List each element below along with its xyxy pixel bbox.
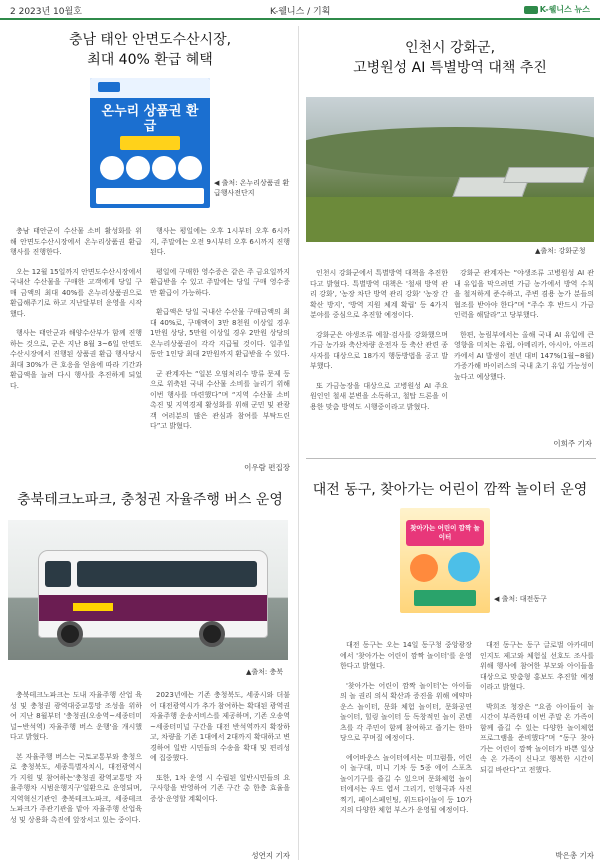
article4-title: 대전 동구, 찾아가는 어린이 깜짝 놀이터 운영 bbox=[312, 482, 588, 498]
fish-icon bbox=[100, 156, 124, 180]
paragraph: 또 가금농장을 대상으로 고병원성 AI 주요 원인인 철새 분변을 소독하고, 철탑 드론을 이용한 맞춤 방역도 시행중이라고 밝혔다. bbox=[310, 381, 448, 411]
paragraph: 대전 동구는 오는 14일 동구청 중앙광장에서 '찾아가는 어린이 깜짝 놀이터'를 운영한다고 밝혔다. bbox=[340, 641, 472, 670]
page-header bbox=[0, 0, 600, 20]
paragraph: 강화군 관계자는 “야생조류 고병원성 AI 관내 유입을 막으려면 가금 농가에서 방역 수칙을 철저하게 준수하고, 주변 겸용 농가 분들의 협조를 받아야 한다”며 “주수 후 반드시 가금 인력을 해달라”고 당부했다. bbox=[454, 269, 594, 319]
article1-title-line1: 충남 태안 안면도수산시장, bbox=[68, 32, 232, 48]
article1-col1 bbox=[10, 226, 142, 400]
publication-logo bbox=[524, 4, 590, 15]
page-number-date: 2 2023년 10월호 bbox=[10, 7, 82, 17]
paragraph: 강화군은 야생조류 예찰·검사를 강화했으며 가금 농가와 축산차량 운전자 등 축산 관련 종사자를 대상으로 18가지 행동방법을 공고 발부했다. bbox=[310, 330, 448, 370]
paragraph: 에어바운스 놀이터에서는 미끄럼틀, 어린이 놀구대, 미니 기차 등 5종 에어 스포츠 놀이기구를 즐길 수 있으며 문화체험 놀이터에서는 우드 엽서 그리기, 인형극과 사진찍기, 페이스페인팅, 위드타이놀이 등 10가지의 다양한 체험 부스가 운영될 예정이다. bbox=[340, 753, 472, 814]
poster1-title: 온누리 상품권 환급 bbox=[101, 104, 199, 134]
article1-title bbox=[30, 30, 270, 70]
article2-farm-photo bbox=[306, 97, 594, 242]
article1-byline: 이우람 편집장 bbox=[244, 463, 290, 472]
bus-shape bbox=[38, 550, 268, 638]
paragraph: 평일에 구매한 영수증은 같은 주 금요일까지 환급받을 수 있고 주말에는 당일 구매 영수증만 환급이 가능하다. bbox=[150, 267, 290, 297]
article4-poster-image bbox=[400, 508, 490, 613]
paragraph: '찾아가는 어린이 깜짝 놀이터'는 아이들의 놀 권리 의식 확산과 증진을 위해 예약마운스 놀이터, 문화 체험 놀이터, 문화공연 놀이터, 힐링 놀이터 등 독창적인 놀이 콘텐츠를 각 주민이 함께 참여하고 즐기는 한마당으로 꾸며질 예정이다. bbox=[340, 681, 472, 742]
balloon-icon bbox=[448, 552, 480, 582]
article4-caption: ◀ 출처: 대전동구 bbox=[494, 595, 547, 603]
article2-col1 bbox=[310, 268, 448, 421]
article1-poster-image bbox=[90, 78, 210, 208]
article2-title bbox=[310, 38, 590, 78]
logo-mark-icon bbox=[524, 6, 538, 14]
paragraph: 행사는 태안군과 해양수산부가 함께 진행하는 것으로, 군은 지난 8월 3~6일 안면도 수산시장에서 진행된 상품권 환급 행사당시 최대 30%가 큰 호응을 얻음에 따라 기간과 환급액을 늘려 다시 행사를 추진하게 되었다. bbox=[10, 329, 142, 390]
article1-caption: ◀ 출처: 온누리상품권 환급행사전단지 bbox=[214, 179, 290, 197]
poster3-title: 찾아가는 어린이 깜짝 놀이터 bbox=[410, 524, 480, 541]
article1-col2 bbox=[150, 226, 290, 441]
article2-title-line1: 인천시 강화군, bbox=[404, 40, 496, 56]
paragraph: 2023년에는 기존 충청북도, 세종시와 더불어 대전광역시가 추가 참여하는 확대된 광역권 자율주행 운송서비스를 제공하며, 기존 오송역~세종터미널 구간을 대전 반석역까지 확장하고, 차량을 기존 1대에서 2대까지 확대하고 변경하여 일반 시민들의 수송을 확대 및 편리성에 집중했다. bbox=[150, 691, 290, 762]
article3-col2 bbox=[150, 690, 290, 813]
paragraph: 박희조 청장은 “요즘 아이들이 놀 시간이 부족한데 이번 주말 온 가족이 함께 즐길 수 있는 다양한 놀이체험 프로그램을 준비했다”며 “동구 찾아가는 어린이 깜짝 놀이터가 바쁜 일상 속 온 가족이 신나고 행복한 시간이 되길 바란다”고 전했다. bbox=[480, 702, 594, 774]
section-divider bbox=[306, 458, 596, 459]
article4-byline: 박은총 기자 bbox=[555, 851, 594, 860]
paragraph: 행사는 평일에는 오후 1시부터 오후 6시까지, 주말에는 오전 9시부터 오후 6시까지 진행된다. bbox=[150, 227, 290, 256]
paragraph: 충남 태안군이 수산물 소비 활성화를 위해 안면도수산시장에서 온누리상품권 환급 행사를 진행한다. bbox=[10, 227, 142, 256]
paragraph: 대전 동구는 동구 글로벌 아카데미 인지도 제고와 체험실 선호도 조사를 위해 행사에 참여한 부모와 아이들을 대상으로 맞춤형 홍보도 추진할 예정이라고 밝혔다. bbox=[480, 641, 594, 691]
article3-bus-photo bbox=[8, 520, 288, 660]
article3-title: 충북테크노파크, 충청권 자율주행 버스 운영 bbox=[17, 492, 283, 508]
article2-byline: 이희주 기자 bbox=[553, 439, 592, 448]
paragraph: 환급액은 당일 국내산 수산물 구매금액의 최대 40%로, 구매액이 3만 8천원 이상일 경우 1만원 상당, 5만원 이상일 경우 2만원 상당의 온누리상품권이 각각 지급될 것이다. 일주일 동안 1인당 최대 2만원까지 환급받을 수 있다. bbox=[150, 308, 290, 358]
logo-text: K-웰니스 뉴스 bbox=[539, 5, 590, 14]
ministry-logo-icon bbox=[98, 82, 120, 92]
paragraph: 한편, 농림부에서는 올해 국내 AI 유입에 큰 영향을 미치는 유럽, 아메리카, 아시아, 아프리카에서 AI 발생이 전년 대비 147%(1월~8월) 가증가해 바이러스의 국내 초기 유입 가능성이 높다고 예상했다. bbox=[454, 330, 594, 381]
section-title: K-웰니스 / 기획 bbox=[270, 7, 331, 17]
paragraph: 또한, 1차 운영 시 수립된 일반시민들의 요구사항을 반영하여 기존 구간 총 한층 효율을 증상·운영할 계획이다. bbox=[150, 773, 290, 803]
paragraph: 인천시 강화군에서 특별방역 대책을 추진한다고 밝혔다. 특별방역 대책은 '철새 방역 관리 강화', '농장 차단 방역 관리 강화' '농장 간 확산 방지', '방역 지원 체계 확립' 등 4가지 분야를 중심으로 추진할 예정이다. bbox=[310, 269, 448, 319]
column-divider bbox=[298, 26, 299, 860]
wheel-icon bbox=[57, 621, 83, 647]
article4-col2 bbox=[480, 640, 594, 784]
wheel-icon bbox=[199, 621, 225, 647]
paragraph: 충북테크노파크는 도내 자율주행 산업 육성 및 충청권 광역대중교통망 조성을 위하여 지난 8월부터 '충청권(오송역~세종터미널~반석역) 자율주행 버스 운행'을 개시했다고 밝혔다. bbox=[10, 691, 142, 741]
paragraph: 오는 12월 15일까지 안면도수산시장에서 국내산 수산물을 구매한 고객에게 당일 구매 금액의 최대 40%를 온누리상품권으로 환급해주기로 하고 지난달부터 운영을 시작했다. bbox=[10, 267, 142, 318]
paragraph: 본 자율주행 버스는 국토교통부와 충청으로 충청북도, 세종특별자치시, 대전광역시가 지원 및 참여하는'충청권 광역교통망 자율주행차 시범운행지구'일환으로 운영되며, 지역혁신기관인 충북테크노파크, 세종테크노파크가 주관기관을 맡아 자율주행 산업육성 및 상용화 촉진에 앞장서고 있는 중이다. bbox=[10, 752, 142, 824]
article3-col1 bbox=[10, 690, 142, 834]
balloon-icon bbox=[410, 554, 438, 582]
article1-title-line2: 최대 40% 환급 혜택 bbox=[87, 52, 213, 68]
wallet-icon bbox=[178, 156, 202, 180]
article4-col1 bbox=[340, 640, 472, 825]
article2-col2 bbox=[454, 268, 594, 391]
paragraph: 군 관계자는 “일본 오염처리수 방류 문제 등으로 위축된 국내 수산물 소비를 늘리기 위해 이번 행사를 마련했다”며 “지역 수산물 소비 촉진 및 지역경제 활성화를 위해 군민 및 관광객 여러분의 많은 관심과 참여를 부탁드린다”고 밝혔다. bbox=[150, 369, 290, 430]
article2-caption: ▲출처: 강화군청 bbox=[535, 247, 586, 255]
article3-byline: 성연지 기자 bbox=[251, 851, 290, 860]
article2-title-line2: 고병원성 AI 특별방역 대책 추진 bbox=[353, 60, 547, 76]
coupon-icon bbox=[152, 156, 176, 180]
article3-caption: ▲출처: 충북 bbox=[246, 668, 284, 676]
receipt-icon bbox=[126, 156, 150, 180]
